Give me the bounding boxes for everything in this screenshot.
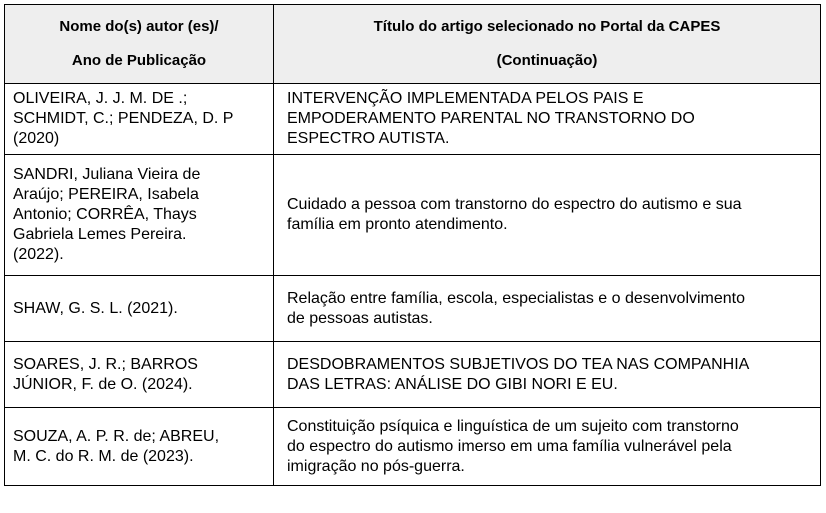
header-title-line-1: Título do artigo selecionado no Portal da CAPES [373,18,721,35]
author-line: M. C. do R. M. de (2023). [13,447,194,465]
title-cell [274,276,821,342]
author-line: SCHMIDT, C.; PENDEZA, D. P [13,110,234,127]
table-row [5,84,821,155]
author-line: Araújo; PEREIRA, Isabela [13,186,199,203]
title-cell [274,84,821,155]
title-line: de pessoas autistas. [287,309,433,327]
title-line: Constituição psíquica e linguística de um sujeito com transtorno [287,417,739,435]
header-author-line-2: Ano de Publicação [71,52,207,69]
title-line: DESDOBRAMENTOS SUBJETIVOS DO TEA NAS COMPANHIA [287,355,750,373]
header-row [5,5,821,84]
author-line: OLIVEIRA, J. J. M. DE .; [13,90,188,107]
author-cell [5,155,274,276]
author-line: (2022). [13,246,64,263]
table-row [5,408,821,486]
title-line: ESPECTRO AUTISTA. [287,130,450,147]
title-line: do espectro do autismo imerso em uma família vulnerável pela [287,437,732,455]
header-title-line-2: (Continuação) [496,52,598,69]
title-line: EMPODERAMENTO PARENTAL NO TRANSTORNO DO [287,110,695,127]
title-line: DAS LETRAS: ANÁLISE DO GIBI NORI E EU. [287,375,618,393]
author-cell [5,276,274,342]
author-line: Gabriela Lemes Pereira. [13,226,187,243]
author-cell [5,84,274,155]
author-line: SANDRI, Juliana Vieira de [13,166,201,183]
title-cell [274,408,821,486]
author-line: SOARES, J. R.; BARROS [13,355,198,373]
title-cell [274,342,821,408]
author-line: Antonio; CORRÊA, Thays [13,206,197,223]
title-cell [274,155,821,276]
table-row [5,155,821,276]
title-line: INTERVENÇÃO IMPLEMENTADA PELOS PAIS E [287,90,644,107]
author-line: SHAW, G. S. L. (2021). [13,299,178,317]
author-line: SOUZA, A. P. R. de; ABREU, [13,427,220,445]
title-line: família em pronto atendimento. [287,216,508,233]
author-cell [5,342,274,408]
references-table [4,4,821,486]
author-line: (2020) [13,130,60,147]
author-line: JÚNIOR, F. de O. (2024). [13,375,193,393]
table-row [5,276,821,342]
header-author-line-1: Nome do(s) autor (es)/ [59,18,219,35]
title-line: imigração no pós-guerra. [287,457,465,475]
header-article-title [274,5,821,84]
title-line: Relação entre família, escola, especialistas e o desenvolvimento [287,289,746,307]
table-row [5,342,821,408]
title-line: Cuidado a pessoa com transtorno do espectro do autismo e sua [287,196,742,213]
header-author-year [5,5,274,84]
author-cell [5,408,274,486]
